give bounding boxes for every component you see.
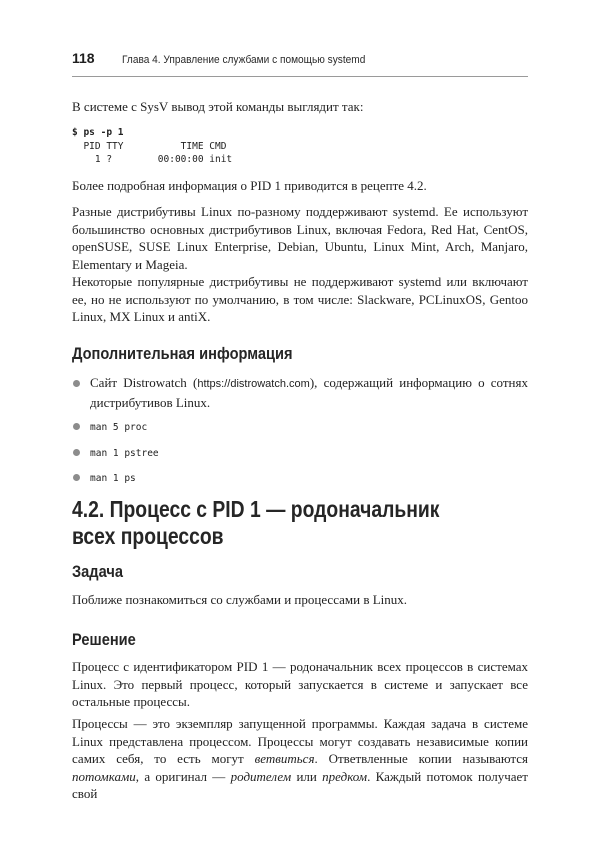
task-heading: Задача: [72, 562, 123, 581]
para2-text-a: Процессы — это экземпляр запущенной программы. Каждая задача в системе Linux представлена процессом. Процессы могут создавать независимые копии самих себя, то есть могут: [72, 716, 528, 766]
bullet-icon: [73, 449, 80, 456]
para2-text-d: или: [291, 768, 323, 784]
bullet-icon: [73, 380, 80, 387]
term-children: потомками: [72, 768, 136, 784]
distrowatch-link[interactable]: https://distrowatch.com: [197, 378, 310, 390]
bullet-icon: [73, 474, 80, 481]
running-header: [72, 50, 528, 77]
more-info-paragraph: Более подробная информация о PID 1 приводится в рецепте 4.2.: [72, 178, 427, 193]
man-proc-text: man 5 proc: [90, 422, 148, 433]
list-item: [72, 443, 528, 463]
code-output-header: PID TTY TIME CMD: [72, 140, 227, 152]
page-number: 118: [72, 50, 95, 66]
man-ps-text: man 1 ps: [90, 473, 136, 484]
list-item-text-after: ), содержащий информацию о сотнях дистрибутивов Linux.: [90, 375, 528, 410]
man-pstree-text: man 1 pstree: [90, 447, 159, 459]
section-title-line2: всех процессов: [72, 523, 224, 549]
term-parent: родителем: [230, 768, 292, 784]
list-item-text-before: Сайт Distrowatch (: [90, 375, 198, 390]
term-branch: ветвиться: [254, 751, 315, 766]
list-item: [72, 374, 528, 411]
list-item: [72, 417, 528, 437]
para2-text-b: . Ответвленные копии называются: [314, 751, 529, 766]
nonsystemd-paragraph: Некоторые популярные дистрибутивы не поддерживают systemd или включают ее, но не используют по умолчанию, в том числе: Slackware, PCLinuxOS, Gentoo Linux, MX Linux и antiX.: [72, 274, 528, 324]
extra-info-heading: Дополнительная информация: [72, 344, 293, 363]
solution-heading: Решение: [72, 630, 136, 649]
extra-info-list: [72, 374, 528, 494]
para2-text-c: , а оригинал —: [135, 768, 231, 784]
bullet-icon: [73, 423, 80, 430]
code-block: [72, 126, 528, 167]
distros-paragraph: Разные дистрибутивы Linux по-разному поддерживают systemd. Ее используют большинство основных дистрибутивов Linux, включая Fedora, Red Hat, CentOS, openSUSE, SUSE Linux Enterprise, Debian, Ubuntu, Linux Mint, Arch, Manjaro, Elementary и Mageia.: [72, 204, 528, 272]
code-command: $ ps -p 1: [72, 127, 124, 138]
task-paragraph: Поближе познакомиться со службами и процессами в Linux.: [72, 592, 408, 607]
solution-paragraph-1: Процесс с идентификатором PID 1 — родоначальник всех процессов в системах Linux. Это первый процесс, который запускается в системе и запускает все остальные процессы.: [72, 659, 528, 709]
term-ancestor: предком: [322, 768, 368, 784]
solution-paragraph-2: [72, 715, 528, 803]
section-title-line1: 4.2. Процесс с PID 1 — родоначальник: [72, 496, 440, 522]
list-item: [72, 468, 528, 488]
para2-text-e: . Каждый потомок получает свой: [72, 768, 528, 801]
section-title: [72, 496, 528, 550]
intro-sysv-paragraph: В системе с SysV вывод этой команды выглядит так:: [72, 99, 364, 114]
code-output-row: 1 ? 00:00:00 init: [72, 154, 233, 165]
chapter-title: Глава 4. Управление службами с помощью systemd: [122, 54, 366, 66]
